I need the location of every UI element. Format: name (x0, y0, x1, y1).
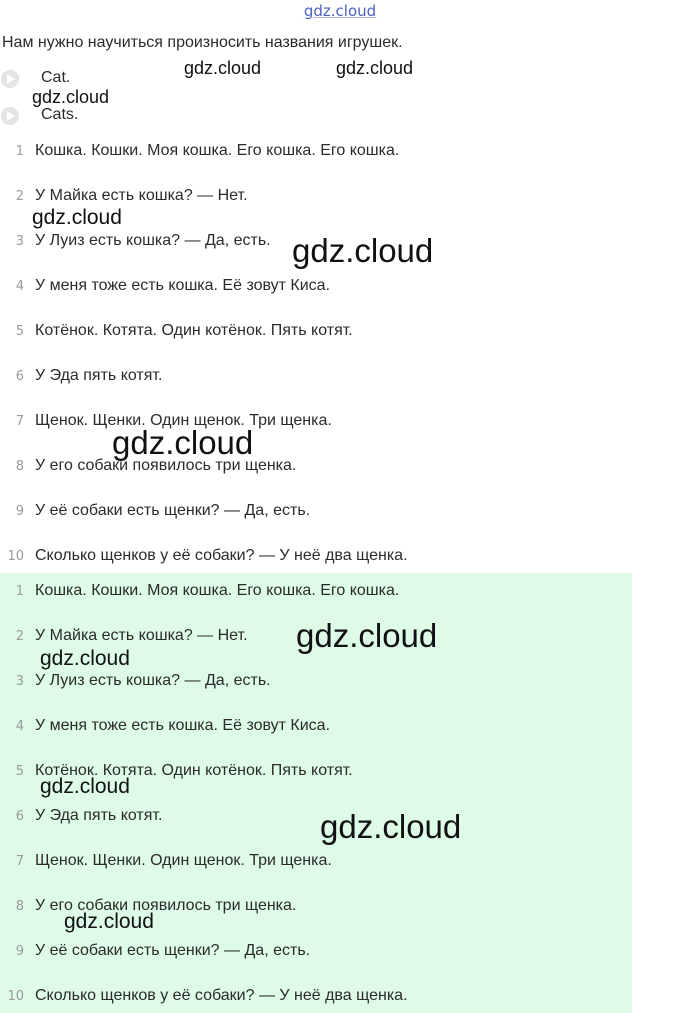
answer-text: У Эда пять котят. (35, 807, 163, 824)
sentence-text: У меня тоже есть кошка. Её зовут Киса. (35, 277, 331, 294)
line-number: 7 (15, 853, 24, 869)
list-item (0, 320, 632, 342)
sentence-list (0, 140, 632, 570)
watermark: gdz.cloud (292, 232, 434, 269)
line-number: 10 (7, 988, 24, 1004)
sentence-text: У Эда пять котят. (35, 367, 163, 384)
line-number: 6 (15, 808, 24, 824)
sentence-text: Щенок. Щенки. Один щенок. Три щенка. (35, 412, 332, 429)
answer-text: Сколько щенков у её собаки? — У неё два щенка. (35, 987, 408, 1004)
answer-text: Кошка. Кошки. Моя кошка. Его кошка. Его кошка. (35, 582, 400, 599)
sentence-text: Котёнок. Котята. Один котёнок. Пять котят. (35, 322, 353, 339)
line-number: 3 (15, 673, 24, 689)
line-number: 1 (15, 583, 24, 599)
list-item (0, 545, 632, 567)
list-item (0, 500, 632, 522)
line-number: 5 (15, 763, 24, 779)
list-item (0, 715, 632, 737)
answer-text: Щенок. Щенки. Один щенок. Три щенка. (35, 852, 332, 869)
watermark: gdz.cloud (112, 424, 254, 461)
list-item (0, 410, 632, 432)
list-item (0, 940, 632, 962)
line-number: 8 (15, 458, 24, 474)
watermark: gdz.cloud (40, 647, 130, 670)
line-number: 6 (15, 368, 24, 384)
line-number: 4 (15, 718, 24, 734)
watermark: gdz.cloud (32, 206, 122, 229)
sentence-text: У Луиз есть кошка? — Да, есть. (35, 232, 271, 249)
list-item (0, 805, 632, 827)
play-icon[interactable] (1, 70, 19, 88)
line-number: 9 (15, 503, 24, 519)
sentence-text: У Майка есть кошка? — Нет. (35, 187, 248, 204)
line-number: 5 (15, 323, 24, 339)
list-item (0, 365, 632, 387)
answer-text: У её собаки есть щенки? — Да, есть. (35, 942, 311, 959)
intro-text: Нам нужно научиться произносить названия игрушек. (2, 34, 403, 51)
audio-item-cats[interactable] (0, 106, 19, 126)
audio-word-cats: Cats. (41, 106, 79, 123)
line-number: 7 (15, 413, 24, 429)
list-item (0, 580, 632, 602)
answer-text: Котёнок. Котята. Один котёнок. Пять котят. (35, 762, 353, 779)
list-item (0, 670, 632, 692)
list-item (0, 985, 632, 1007)
answer-text: У Майка есть кошка? — Нет. (35, 627, 248, 644)
play-icon[interactable] (1, 107, 19, 125)
list-item (0, 140, 632, 162)
list-item (0, 275, 632, 297)
line-number: 2 (15, 628, 24, 644)
watermark: gdz.cloud (64, 910, 154, 933)
list-item (0, 185, 632, 207)
watermark: gdz.cloud (184, 58, 262, 78)
line-number: 1 (15, 143, 24, 159)
watermark: gdz.cloud (32, 87, 110, 107)
line-number: 4 (15, 278, 24, 294)
line-number: 8 (15, 898, 24, 914)
line-number: 2 (15, 188, 24, 204)
watermark: gdz.cloud (296, 617, 438, 654)
line-number: 3 (15, 233, 24, 249)
sentence-text: Кошка. Кошки. Моя кошка. Его кошка. Его кошка. (35, 142, 400, 159)
list-item (0, 455, 632, 477)
watermark: gdz.cloud (336, 58, 414, 78)
answer-text: У Луиз есть кошка? — Да, есть. (35, 672, 271, 689)
answer-text: У меня тоже есть кошка. Её зовут Киса. (35, 717, 331, 734)
watermark: gdz.cloud (40, 775, 130, 798)
audio-word-cat: Cat. (41, 69, 71, 86)
audio-item-cat[interactable] (0, 69, 19, 89)
line-number: 9 (15, 943, 24, 959)
list-item (0, 850, 632, 872)
header-watermark: gdz.cloud (303, 2, 377, 20)
sentence-text: У его собаки появилось три щенка. (35, 457, 297, 474)
answer-text: У его собаки появилось три щенка. (35, 897, 297, 914)
watermark: gdz.cloud (320, 808, 462, 845)
sentence-text: Сколько щенков у её собаки? — У неё два щенка. (35, 547, 408, 564)
sentence-text: У её собаки есть щенки? — Да, есть. (35, 502, 311, 519)
line-number: 10 (7, 548, 24, 564)
